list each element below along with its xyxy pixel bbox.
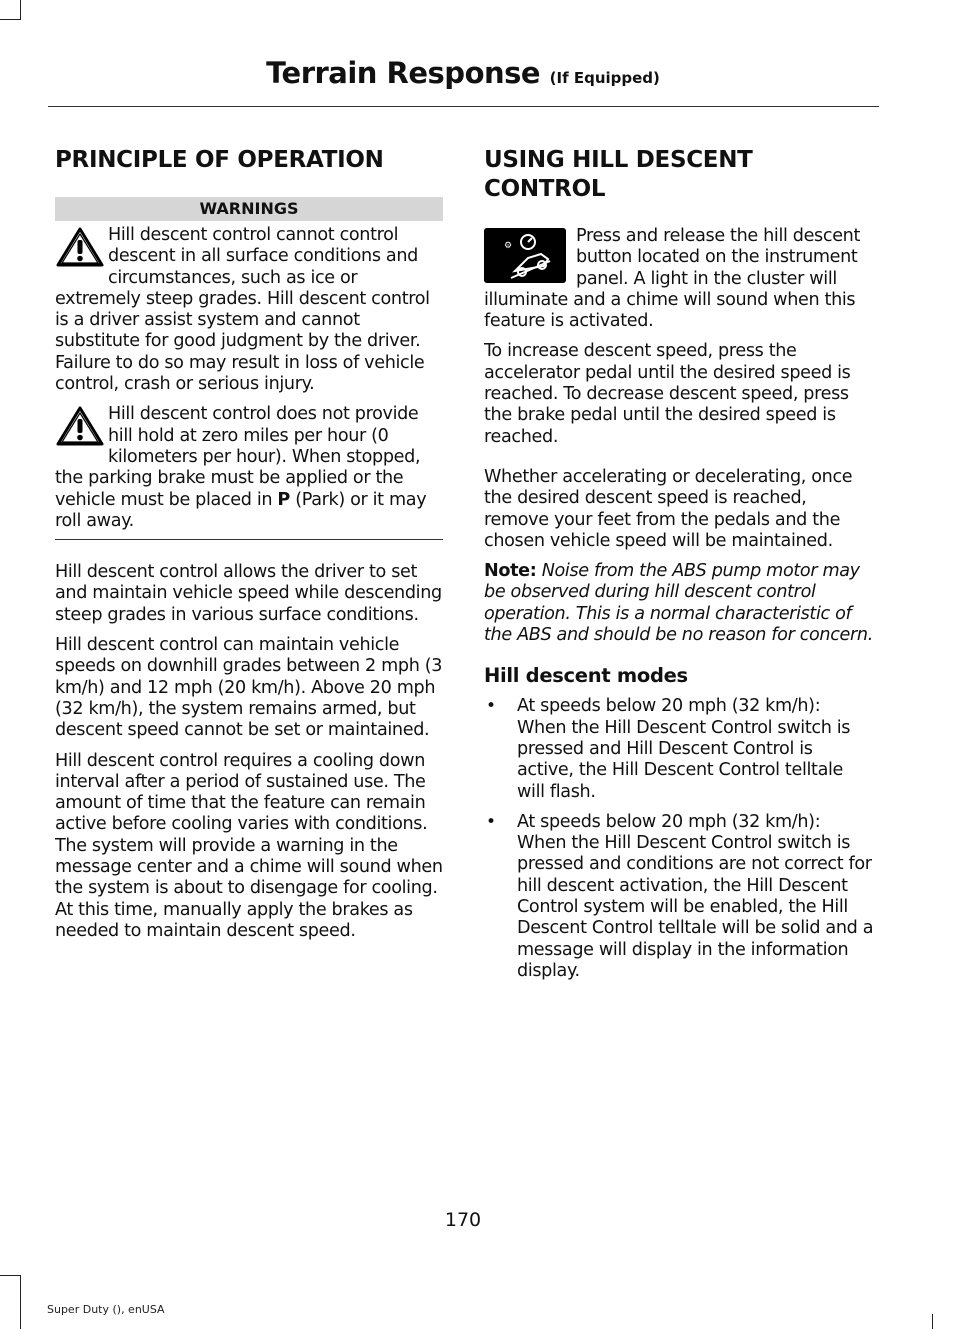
bullet: • bbox=[486, 811, 497, 832]
page-subtitle: (If Equipped) bbox=[549, 69, 660, 87]
note-label: Note: bbox=[484, 561, 537, 582]
note-text: Noise from the ABS pump motor may be observed during hill descent control operation. This is a normal characteristic of the ABS and should be no reason for concern. bbox=[484, 561, 873, 646]
list-item-text: At speeds below 20 mph (32 km/h): When the Hill Descent Control switch is pressed and Hill Descent Control is active, the Hill Descent Control telltale will flash. bbox=[517, 696, 851, 802]
footer-text: Super Duty (), enUSA bbox=[47, 1303, 165, 1316]
section-heading-using-hdc: USING HILL DESCENT CONTROL bbox=[484, 147, 753, 202]
hdc-intro bbox=[484, 226, 874, 332]
body-paragraph: Whether accelerating or decelerating, once the desired descent speed is reached, remove your feet from the pedals and the chosen vehicle speed will be maintained. bbox=[484, 466, 853, 551]
warning-block bbox=[55, 225, 443, 395]
warning-text: Hill descent control cannot control descent in all surface conditions and circumstances, such as ice or extremely steep grades. Hill descent control is a driver assist system and cannot substitute for good judgment by the driver. Failure to do so may result in loss of vehicle control, crash or serious injury. bbox=[55, 225, 430, 395]
subheading-modes: Hill descent modes bbox=[484, 664, 688, 688]
header-rule bbox=[48, 106, 879, 107]
warning-block bbox=[55, 404, 443, 532]
bullet: • bbox=[486, 696, 497, 717]
section-heading-principle: PRINCIPLE OF OPERATION bbox=[55, 147, 384, 173]
warning-text: Hill descent control does not provide hill hold at zero miles per hour (0 kilometers per hour). When stopped, the parking brake must be applied or the vehicle must be placed in P (Park) or it may roll away. bbox=[55, 404, 427, 531]
list-item bbox=[484, 696, 874, 802]
svg-text:⚙: ⚙ bbox=[504, 241, 513, 251]
body-paragraph: To increase descent speed, press the accelerator pedal until the desired speed is reached. To decrease descent speed, press the brake pedal until the desired speed is reached. bbox=[484, 341, 851, 447]
modes-list bbox=[484, 696, 874, 982]
warning-triangle-icon bbox=[55, 405, 105, 447]
crop-mark bbox=[0, 1275, 20, 1276]
crop-mark bbox=[20, 0, 21, 20]
hill-descent-icon bbox=[484, 228, 566, 283]
body-paragraph: Hill descent control requires a cooling down interval after a period of sustained use. The amount of time that the feature can remain active before cooling varies with conditions. The system will provide a warning in the message center and a chime will sound when the system is about to disengage for cooling. At this time, manually apply the brakes as needed to maintain descent speed. bbox=[55, 750, 443, 941]
page-header bbox=[48, 56, 878, 90]
crop-mark bbox=[20, 1275, 21, 1329]
list-item bbox=[484, 812, 874, 982]
crop-mark bbox=[932, 1314, 933, 1329]
list-item-text: At speeds below 20 mph (32 km/h): When the Hill Descent Control switch is pressed and conditions are not correct for hill descent activation, the Hill Descent Control system will be enabled, the Hill Descent Control telltale will be solid and a message will display in the information display. bbox=[517, 811, 874, 981]
warnings-divider bbox=[55, 539, 443, 540]
right-column bbox=[484, 146, 874, 991]
warning-triangle-icon bbox=[55, 226, 105, 268]
body-paragraph: Hill descent control allows the driver to set and maintain vehicle speed while descending steep grades in various surface conditions. bbox=[55, 562, 442, 625]
body-paragraph: Press and release the hill descent button located on the instrument panel. A light in the cluster will illuminate and a chime will sound when this feature is activated. bbox=[484, 226, 861, 332]
warnings-bar: WARNINGS bbox=[55, 197, 443, 221]
body-paragraph: Hill descent control can maintain vehicle speeds on downhill grades between 2 mph (3 km/h) and 12 mph (20 km/h). Above 20 mph (32 km/h), the system remains armed, but descent speed cannot be set or maintained. bbox=[55, 635, 443, 741]
page-number: 170 bbox=[444, 1209, 482, 1231]
left-column bbox=[55, 146, 443, 951]
crop-mark bbox=[0, 19, 20, 20]
page-title: Terrain Response bbox=[266, 56, 541, 90]
note-paragraph bbox=[484, 561, 874, 646]
